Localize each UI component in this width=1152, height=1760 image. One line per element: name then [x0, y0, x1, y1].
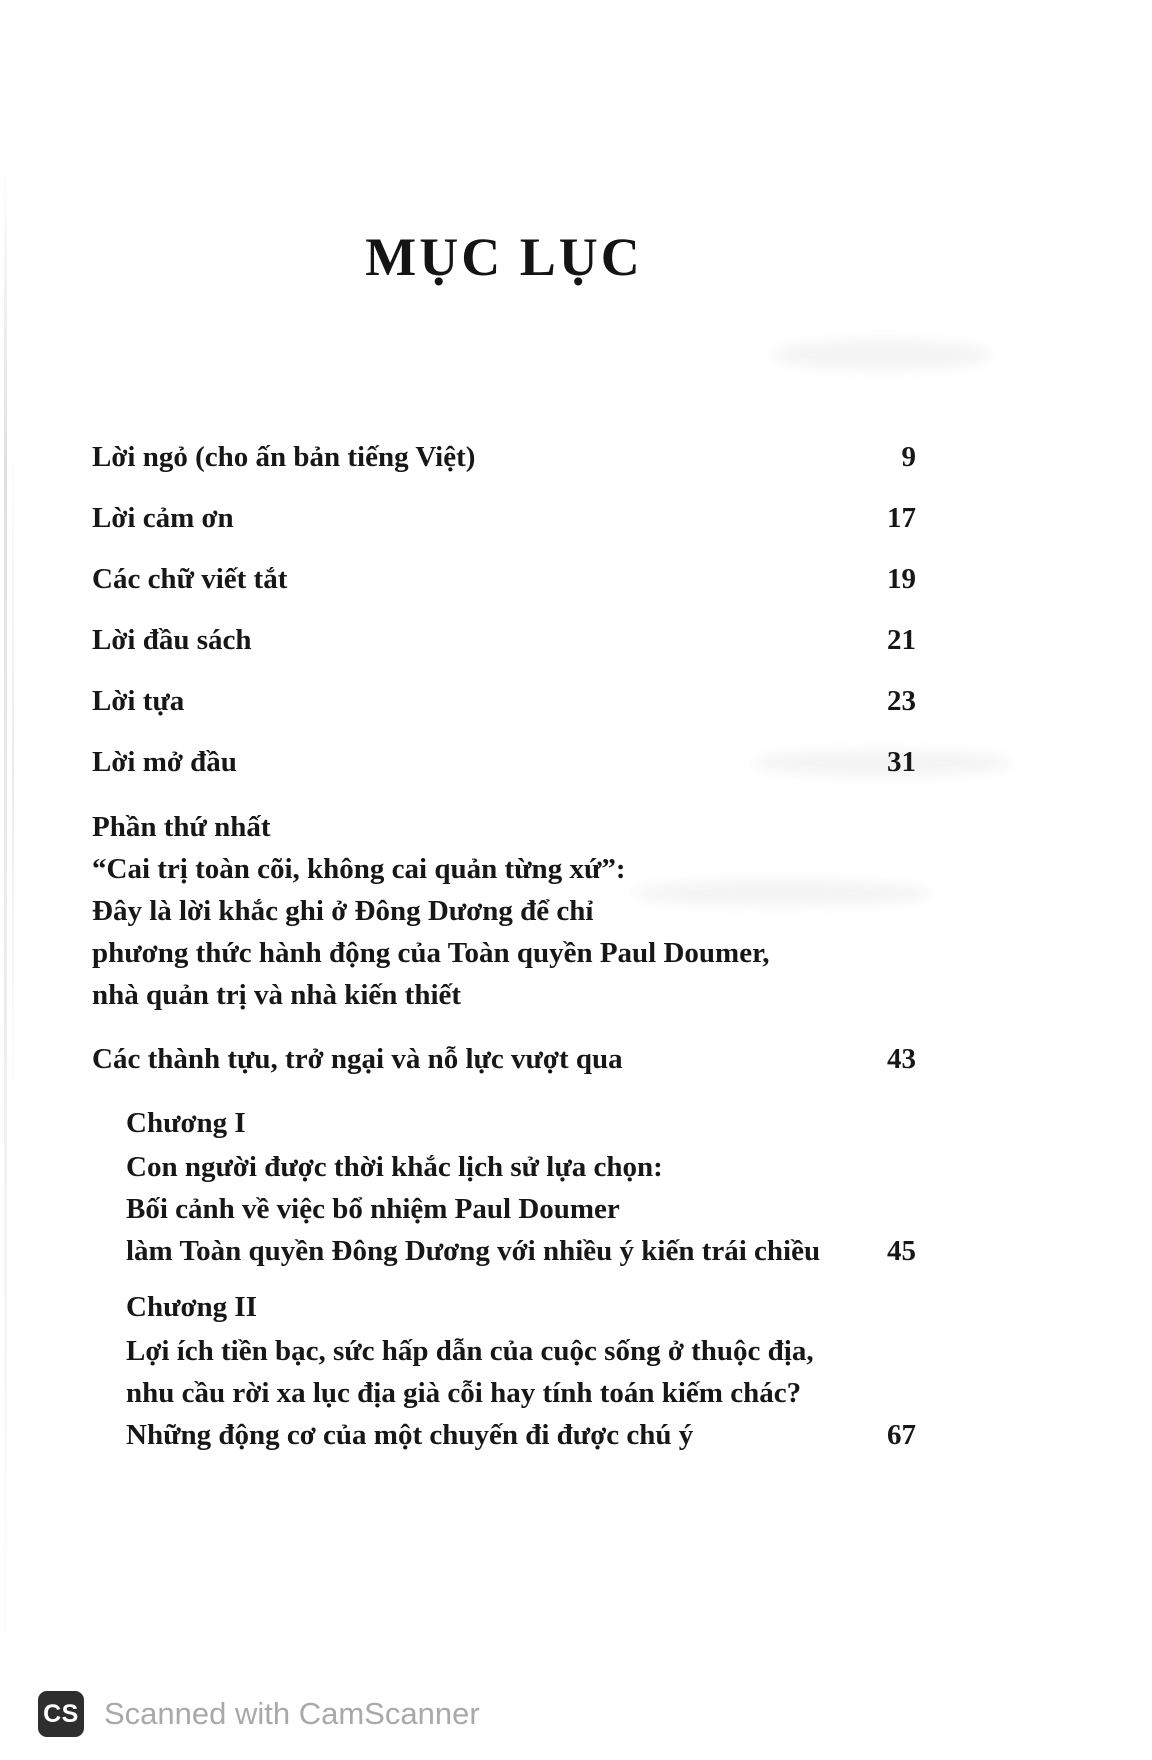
camscanner-watermark-bar [0, 1668, 1152, 1760]
chapter-line: Con người được thời khắc lịch sử lựa chọn: [126, 1151, 663, 1183]
toc-entry [92, 562, 916, 596]
scan-edge-artifact [4, 160, 7, 1700]
toc-entry [92, 623, 916, 657]
camscanner-logo-icon: CS [38, 1691, 84, 1737]
chapter-heading: Chương I [126, 1107, 246, 1139]
table-of-contents [92, 226, 916, 1470]
part-subtitle-line: nhà quản trị và nhà kiến thiết [92, 979, 462, 1011]
toc-entry-page: 17 [887, 502, 916, 534]
scan-edge-artifact [12, 420, 14, 1120]
toc-entry-page: 43 [887, 1043, 916, 1075]
chapter-last-row [126, 1414, 916, 1456]
toc-entry-page: 9 [901, 441, 916, 473]
chapter-line: nhu cầu rời xa lục địa già cỗi hay tính toán kiếm chác? [126, 1377, 802, 1409]
toc-entry-title: Lời ngỏ (cho ấn bản tiếng Việt) [92, 441, 476, 473]
toc-entry-title: Lời mở đầu [92, 746, 237, 778]
toc-entry-title: Các thành tựu, trở ngại và nỗ lực vượt qua [92, 1043, 623, 1075]
toc-entry-page: 23 [887, 685, 916, 717]
toc-entry-title: Lời tựa [92, 685, 185, 717]
toc-entry-page: 19 [887, 563, 916, 595]
toc-entry-title: Lời cảm ơn [92, 502, 234, 534]
page-title: MỤC LỤC [365, 227, 643, 287]
chapter-heading: Chương II [126, 1291, 257, 1323]
toc-entry [92, 1042, 916, 1076]
chapter-line: Lợi ích tiền bạc, sức hấp dẫn của cuộc sống ở thuộc địa, [126, 1335, 814, 1367]
chapter-line: Bối cảnh về việc bổ nhiệm Paul Doumer [126, 1193, 620, 1225]
toc-entry-page: 31 [887, 746, 916, 778]
chapter-line: làm Toàn quyền Đông Dương với nhiều ý kiến trái chiều [126, 1235, 821, 1267]
toc-entry-page: 67 [887, 1419, 916, 1451]
chapter-entry [126, 1102, 916, 1272]
toc-entry-title: Các chữ viết tắt [92, 563, 288, 595]
camscanner-watermark-text: Scanned with CamScanner [104, 1696, 480, 1731]
toc-entry [92, 440, 916, 474]
toc-entry-title: Lời đầu sách [92, 624, 252, 656]
chapter-line: Những động cơ của một chuyến đi được chú ý [126, 1419, 694, 1451]
part-heading: Phần thứ nhất [92, 811, 271, 843]
toc-entry-page: 45 [887, 1235, 916, 1267]
toc-entry-page: 21 [887, 624, 916, 656]
chapter-last-row [126, 1230, 916, 1272]
part-subtitle-line: phương thức hành động của Toàn quyền Paul Doumer, [92, 937, 770, 969]
part-subtitle-line: “Cai trị toàn cõi, không cai quản từng xứ”: [92, 853, 626, 885]
toc-entry [92, 501, 916, 535]
toc-entry [92, 745, 916, 779]
toc-entry [92, 684, 916, 718]
chapter-entry [126, 1286, 916, 1456]
part-heading-block [92, 806, 916, 1016]
part-subtitle-line: Đây là lời khắc ghi ở Đông Dương để chỉ [92, 895, 594, 927]
